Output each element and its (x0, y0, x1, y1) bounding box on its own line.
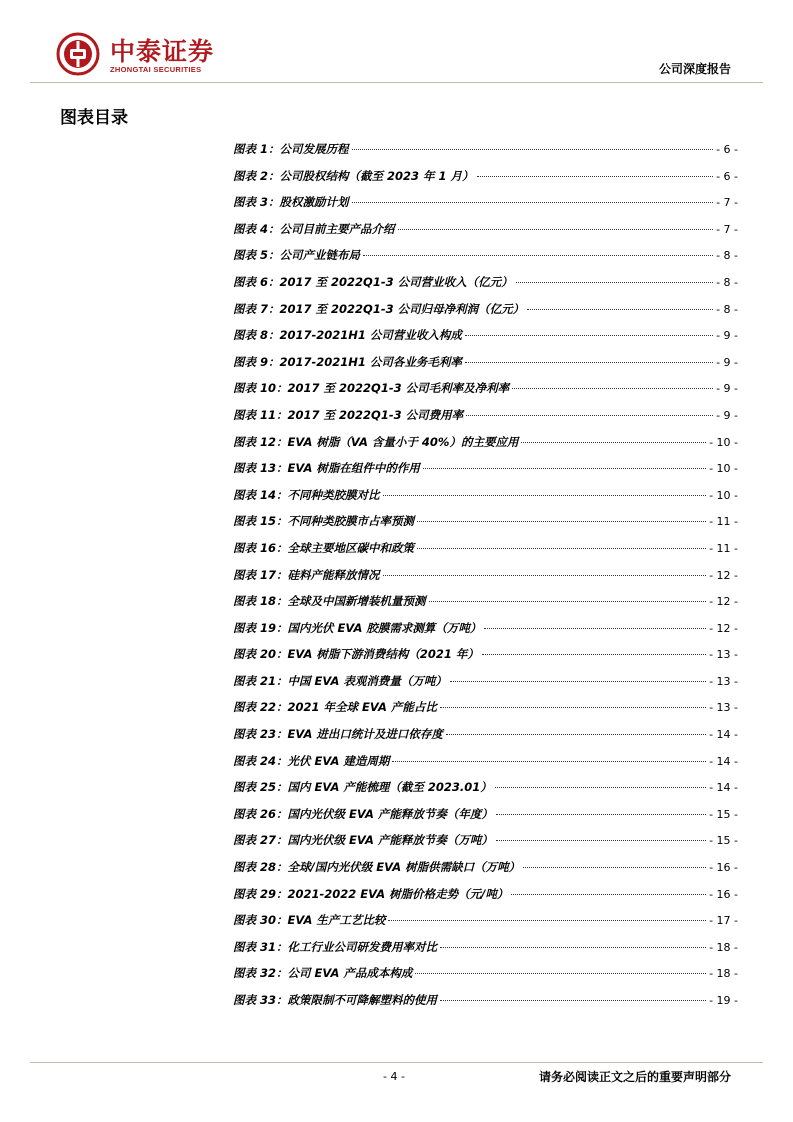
toc-dot-leader (392, 761, 706, 762)
toc-entry[interactable] (233, 806, 738, 833)
toc-dot-leader (429, 601, 707, 602)
toc-dot-leader (466, 415, 713, 416)
toc-entry-title: 公司目前主要产品介绍 (279, 221, 395, 236)
toc-entry[interactable] (233, 247, 738, 274)
toc-entry[interactable] (233, 513, 738, 540)
footer-divider (30, 1062, 763, 1063)
toc-entry-label: 图表 22： (233, 700, 288, 715)
toc-entry-label: 图表 24： (233, 753, 288, 768)
toc-entry-title: EVA 生产工艺比较 (287, 913, 386, 928)
toc-entry[interactable] (233, 168, 738, 195)
toc-entry-label: 图表 2： (233, 168, 280, 183)
toc-entry-page: - 13 - (709, 648, 738, 662)
toc-entry[interactable] (233, 434, 738, 461)
toc-entry-label: 图表 32： (233, 966, 288, 981)
toc-entry-label: 图表 8： (233, 328, 280, 343)
toc-entry-label: 图表 27： (233, 833, 288, 848)
toc-entry-page: - 9 - (716, 382, 738, 396)
toc-entry-page: - 9 - (716, 408, 738, 422)
toc-entry-label: 图表 12： (233, 434, 288, 449)
toc-entry[interactable] (233, 354, 738, 381)
toc-dot-leader (482, 654, 706, 655)
toc-dot-leader (516, 282, 713, 283)
toc-entry[interactable] (233, 699, 738, 726)
toc-dot-leader (440, 947, 706, 948)
toc-entry[interactable] (233, 460, 738, 487)
toc-entry-label: 图表 4： (233, 221, 280, 236)
page-number: - 4 - (383, 1070, 405, 1083)
toc-entry[interactable] (233, 912, 738, 939)
toc-entry[interactable] (233, 567, 738, 594)
toc-entry-label: 图表 26： (233, 806, 288, 821)
toc-entry-title: 全球/国内光伏级 EVA 树脂供需缺口（万吨） (287, 860, 521, 875)
toc-dot-leader (383, 495, 707, 496)
toc-entry-label: 图表 3： (233, 195, 280, 210)
toc-entry-page: - 11 - (709, 515, 738, 529)
toc-entry-page: - 11 - (709, 541, 738, 555)
toc-entry-title: EVA 树脂在组件中的作用 (287, 461, 420, 476)
toc-entry-page: - 6 - (716, 169, 738, 183)
toc-dot-leader (512, 388, 713, 389)
toc-entry-page: - 18 - (709, 940, 738, 954)
toc-entry-title: EVA 树脂下游消费结构（2021 年） (287, 647, 479, 662)
footer-disclaimer: 请务必阅读正文之后的重要声明部分 (538, 1070, 731, 1084)
toc-entry-title: 不同种类胶膜对比 (287, 487, 380, 502)
toc-dot-leader (363, 255, 713, 256)
toc-entry[interactable] (233, 992, 738, 1019)
toc-entry-page: - 7 - (716, 222, 738, 236)
toc-entry-label: 图表 23： (233, 727, 288, 742)
toc-entry[interactable] (233, 939, 738, 966)
toc-entry[interactable] (233, 646, 738, 673)
toc-entry-title: 政策限制不可降解塑料的使用 (287, 993, 438, 1007)
toc-dot-leader (511, 894, 706, 895)
toc-dot-leader (415, 973, 706, 974)
toc-entry-label: 图表 14： (233, 487, 288, 502)
logo-english-name: ZHONGTAI SECURITIES (110, 65, 202, 74)
toc-entry-label: 图表 7： (233, 301, 280, 316)
toc-entry-page: - 8 - (716, 249, 738, 263)
toc-entry-page: - 15 - (709, 834, 738, 848)
toc-entry[interactable] (233, 832, 738, 859)
toc-entry-label: 图表 25： (233, 780, 288, 795)
toc-entry[interactable] (233, 886, 738, 913)
toc-entry[interactable] (233, 380, 738, 407)
toc-entry-title: 2017 至 2022Q1-3 公司费用率 (287, 407, 464, 422)
toc-entry[interactable] (233, 221, 738, 248)
toc-entry-title: 国内光伏级 EVA 产能释放节奏（年度） (287, 806, 493, 821)
toc-dot-leader (496, 840, 706, 841)
header-divider (30, 82, 763, 83)
toc-entry[interactable] (233, 327, 738, 354)
toc-dot-leader (352, 149, 714, 150)
report-type-label: 公司深度报告 (658, 62, 731, 76)
toc-entry-title: 2017-2021H1 公司各业务毛利率 (279, 354, 462, 369)
toc-entry-page: - 8 - (716, 302, 738, 316)
toc-dot-leader (440, 707, 706, 708)
toc-entry-label: 图表 1： (233, 142, 280, 156)
toc-entry-page: - 6 - (716, 143, 738, 156)
toc-entry-page: - 12 - (709, 568, 738, 582)
toc-entry-label: 图表 11： (233, 407, 288, 422)
toc-entry-label: 图表 15： (233, 514, 288, 529)
toc-entry-page: - 10 - (709, 462, 738, 476)
toc-entry[interactable] (233, 487, 738, 514)
toc-entry[interactable] (233, 301, 738, 328)
toc-dot-leader (352, 202, 714, 203)
section-title: 图表目录 (60, 108, 128, 128)
toc-entry-label: 图表 9： (233, 354, 280, 369)
toc-entry-title: 硅料产能释放情况 (287, 567, 380, 582)
toc-dot-leader (465, 335, 713, 336)
toc-dot-leader (484, 628, 706, 629)
toc-entry-label: 图表 29： (233, 886, 288, 901)
toc-entry-title: 公司发展历程 (279, 142, 349, 156)
toc-entry[interactable] (233, 141, 738, 168)
toc-entry[interactable] (233, 194, 738, 221)
toc-entry[interactable] (233, 779, 738, 806)
toc-entry-page: - 14 - (709, 754, 738, 768)
toc-entry[interactable] (233, 620, 738, 647)
toc-dot-leader (417, 521, 706, 522)
toc-entry[interactable] (233, 859, 738, 886)
toc-entry-page: - 9 - (716, 329, 738, 343)
toc-entry-title: 全球及中国新增装机量预测 (287, 594, 426, 609)
toc-entry-label: 图表 18： (233, 594, 288, 609)
toc-dot-leader (388, 920, 706, 921)
toc-dot-leader (450, 681, 706, 682)
toc-entry-title: 国内 EVA 产能梳理（截至 2023.01） (287, 780, 492, 795)
toc-entry-label: 图表 28： (233, 860, 288, 875)
toc-entry-page: - 18 - (709, 967, 738, 981)
toc-entry-title: 2017 至 2022Q1-3 公司营业收入（亿元） (279, 274, 513, 289)
figure-table-of-contents (233, 141, 738, 1019)
toc-entry-title: 国内光伏 EVA 胶膜需求测算（万吨） (287, 620, 482, 635)
toc-entry-page: - 12 - (709, 621, 738, 635)
toc-entry[interactable] (233, 965, 738, 992)
toc-entry-title: 2017 至 2022Q1-3 公司毛利率及净利率 (287, 381, 510, 396)
toc-entry[interactable] (233, 673, 738, 700)
toc-entry-title: 中国 EVA 表观消费量（万吨） (287, 673, 447, 688)
toc-entry-label: 图表 31： (233, 939, 288, 954)
toc-dot-leader (527, 309, 713, 310)
toc-entry-page: - 9 - (716, 355, 738, 369)
toc-entry-label: 图表 33： (233, 993, 288, 1007)
toc-entry-title: 国内光伏级 EVA 产能释放节奏（万吨） (287, 833, 493, 848)
toc-entry-page: - 7 - (716, 196, 738, 210)
toc-entry-title: 化工行业公司研发费用率对比 (287, 939, 438, 954)
toc-entry-title: 公司产业链布局 (279, 248, 361, 263)
toc-entry-page: - 10 - (709, 488, 738, 502)
toc-entry-label: 图表 5： (233, 248, 280, 263)
toc-entry-title: 2017-2021H1 公司营业收入构成 (279, 328, 462, 343)
toc-entry-page: - 15 - (709, 807, 738, 821)
toc-entry-title: 光伏 EVA 建造周期 (287, 753, 390, 768)
toc-dot-leader (440, 1000, 706, 1001)
toc-dot-leader (383, 575, 707, 576)
toc-entry-title: 2017 至 2022Q1-3 公司归母净利润（亿元） (279, 301, 525, 316)
toc-entry[interactable] (233, 274, 738, 301)
toc-entry-label: 图表 16： (233, 540, 288, 555)
toc-entry[interactable] (233, 593, 738, 620)
toc-entry-title: 公司 EVA 产品成本构成 (287, 966, 413, 981)
toc-entry-title: 不同种类胶膜市占率预测 (287, 514, 415, 529)
toc-entry-title: EVA 树脂（VA 含量小于 40%）的主要应用 (287, 434, 519, 449)
toc-entry-page: - 8 - (716, 275, 738, 289)
toc-entry[interactable] (233, 540, 738, 567)
toc-dot-leader (398, 229, 714, 230)
toc-entry-title: EVA 进出口统计及进口依存度 (287, 727, 443, 742)
toc-dot-leader (446, 734, 706, 735)
toc-entry-page: - 13 - (709, 701, 738, 715)
toc-dot-leader (496, 814, 706, 815)
toc-entry-page: - 19 - (709, 994, 738, 1007)
toc-entry-label: 图表 21： (233, 673, 288, 688)
toc-entry-page: - 16 - (709, 861, 738, 875)
toc-entry-label: 图表 13： (233, 461, 288, 476)
toc-dot-leader (465, 362, 713, 363)
toc-dot-leader (521, 442, 706, 443)
toc-entry-label: 图表 10： (233, 381, 288, 396)
toc-entry-title: 2021 年全球 EVA 产能占比 (287, 700, 437, 715)
toc-entry-page: - 16 - (709, 887, 738, 901)
toc-entry[interactable] (233, 726, 738, 753)
toc-dot-leader (417, 548, 706, 549)
toc-entry-label: 图表 19： (233, 620, 288, 635)
toc-entry-title: 公司股权结构（截至 2023 年 1 月） (279, 168, 474, 183)
toc-dot-leader (495, 787, 706, 788)
toc-entry-page: - 17 - (709, 914, 738, 928)
logo-chinese-name: 中泰证券 (110, 37, 215, 66)
toc-entry-page: - 10 - (709, 435, 738, 449)
toc-entry-label: 图表 20： (233, 647, 288, 662)
toc-entry-label: 图表 6： (233, 274, 280, 289)
toc-entry-title: 股权激励计划 (279, 195, 349, 210)
toc-entry-page: - 12 - (709, 595, 738, 609)
toc-entry-title: 2021-2022 EVA 树脂价格走势（元/吨） (287, 886, 509, 901)
zhongtai-logo-icon (56, 32, 100, 76)
toc-entry-label: 图表 17： (233, 567, 288, 582)
toc-entry-page: - 14 - (709, 781, 738, 795)
company-logo (56, 30, 256, 78)
toc-entry-page: - 14 - (709, 728, 738, 742)
toc-dot-leader (523, 867, 706, 868)
toc-entry-page: - 13 - (709, 674, 738, 688)
toc-dot-leader (477, 176, 714, 177)
toc-entry-label: 图表 30： (233, 913, 288, 928)
toc-dot-leader (423, 468, 706, 469)
toc-entry-title: 全球主要地区碳中和政策 (287, 540, 415, 555)
toc-entry[interactable] (233, 407, 738, 434)
toc-entry[interactable] (233, 753, 738, 780)
